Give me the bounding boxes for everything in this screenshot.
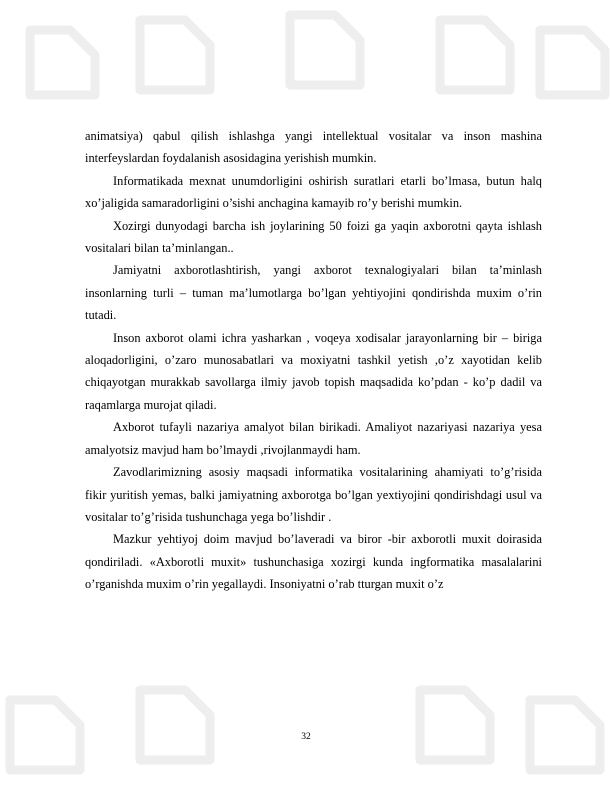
paragraph-3: Xozirgi dunyodagi barcha ish joylarining 50 foizi ga yaqin axborotni qayta ishlash vositalari bilan ta’minlangan.. xyxy=(85,218,542,256)
paragraph-8: Mazkur yehtiyoj doim mavjud bo’laveradi va biror -bir axborotli muxit doirasida qondiriladi. «Axborotli muxit» tushunchasiga xozirgi kunda ingformatika masalalarini o’rganishda muxim o’rin yegallaydi. Insoniyatni o’rab tturgan muxit o’z xyxy=(85,532,542,592)
paragraph-6: Axborot tufayli nazariya amalyot bilan birikadi. Amaliyot nazariyasi nazariya yesa amalyotsiz mavjud ham bo’lmaydi ,rivojlanmaydi ham. xyxy=(85,420,542,457)
page-number: 32 xyxy=(301,732,311,742)
paragraph-7: Zavodlarimizning asosiy maqsadi informatika vositalarining ahamiyati to’g’risida fikir yuritish yemas, balki jamiyatning axborotga bo’lgan yextiyojini qondirishdagi usul va vositalar to’g’risida tushunchaga yega bo’lishdir . xyxy=(85,465,542,524)
paragraph-1: animatsiya) qabul qilish ishlashga yangi intellektual vositalar va inson mashina interfeyslardan foydalanish asosidagina yerishish mumkin. xyxy=(85,129,542,166)
page-body xyxy=(85,125,542,596)
paragraph-2: Informatikada mexnat unumdorligini oshirish suratlari etarli bo’lmasa, butun halq xo’jaligida samaradorligini o’sishi anchagina kamayib ro’y berishi mumkin. xyxy=(85,173,542,211)
paragraph-4: Jamiyatni axborotlashtirish, yangi axborot texnalogiyalari bilan ta’minlash insonlarning turli – tuman ma’lumotlarga bo’lgan yehtiyojini qondirishda muxim o’rin tutadi. xyxy=(85,263,542,323)
paragraph-5: Inson axborot olami ichra yasharkan , voqeya xodisalar jarayonlarning bir – biriga aloqadorligini, o’zaro munosabatlari va moxiyatni tashkil yetish ,o’z xayotidan kelib chiqayotgan murakkab savollarga ilmiy javob topish maqsadida ko’pdan - ko’p dadil va raqamlarga murojat qiladi. xyxy=(85,330,542,412)
